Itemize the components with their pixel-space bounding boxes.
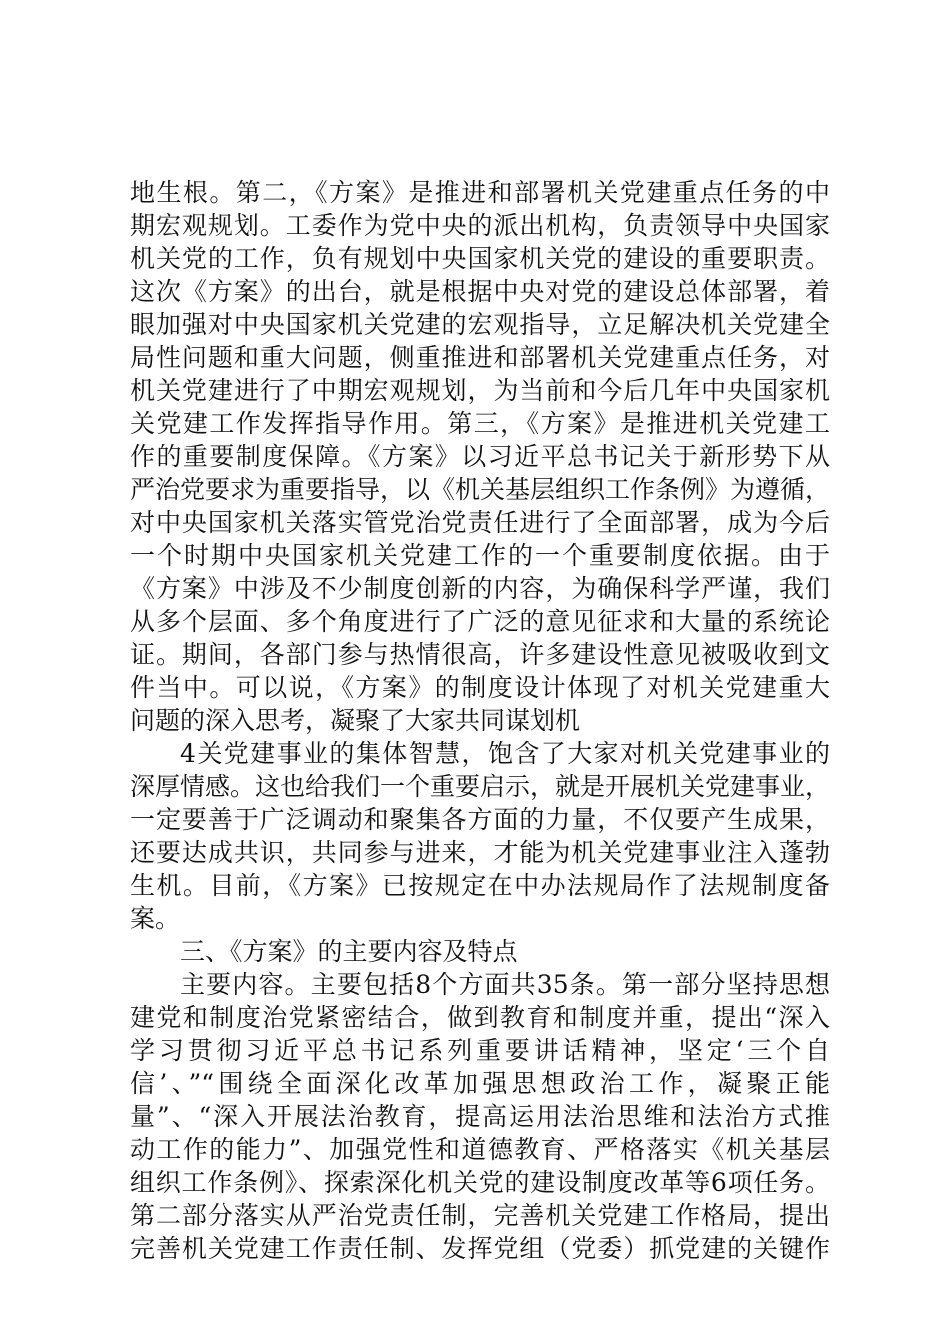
text-line: 建党和制度治党紧密结合，做到教育和制度并重，提出“深入 <box>130 1003 830 1032</box>
text-line: 学习贯彻习近平总书记系列重要讲话精神，坚定‘三个自 <box>130 1036 830 1065</box>
text-line: 对中央国家机关落实管党治党责任进行了全面部署，成为今后 <box>130 508 830 537</box>
text-line: 完善机关党建工作责任制、发挥党组（党委）抓党建的关键作 <box>130 1234 830 1263</box>
text-line: 从多个层面、多个角度进行了广泛的意见征求和大量的系统论 <box>130 607 830 636</box>
text-line: 机关党建进行了中期宏观规划，为当前和今后几年中央国家机 <box>130 376 830 405</box>
section-heading: 三、《方案》的主要内容及特点 <box>180 937 518 966</box>
text-line: 一个时期中央国家机关党建工作的一个重要制度依据。由于 <box>130 541 830 570</box>
text-line: 地生根。第二，《方案》是推进和部署机关党建重点任务的中 <box>130 178 830 207</box>
text-line: 眼加强对中央国家机关党建的宏观指导，立足解决机关党建全 <box>130 310 830 339</box>
text-line: 局性问题和重大问题，侧重推进和部署机关党建重点任务，对 <box>130 343 830 372</box>
text-line: 严治党要求为重要指导，以《机关基层组织工作条例》为遵循， <box>130 475 830 504</box>
text-line: 生机。目前，《方案》已按规定在中办法规局作了法规制度备 <box>130 871 830 900</box>
text-line: 动工作的能力”、加强党性和道德教育、严格落实《机关基层 <box>130 1135 830 1164</box>
text-line: 证。期间，各部门参与热情很高，许多建设性意见被吸收到文 <box>130 640 830 669</box>
text-line: 关党建工作发挥指导作用。第三，《方案》是推进机关党建工 <box>130 409 830 438</box>
text-line: 第二部分落实从严治党责任制，完善机关党建工作格局，提出 <box>130 1201 830 1230</box>
text-line: 信’、”“围绕全面深化改革加强思想政治工作，凝聚正能 <box>130 1069 830 1098</box>
paragraph-first-line: 4关党建事业的集体智慧，饱含了大家对机关党建事业的 <box>180 739 830 768</box>
text-line: 案。 <box>130 904 181 933</box>
text-line: 深厚情感。这也给我们一个重要启示，就是开展机关党建事业， <box>130 772 830 801</box>
text-line: 作的重要制度保障。《方案》以习近平总书记关于新形势下从 <box>130 442 830 471</box>
text-line: 期宏观规划。工委作为党中央的派出机构，负责领导中央国家 <box>130 211 830 240</box>
paragraph-first-line: 主要内容。主要包括8个方面共35条。第一部分坚持思想 <box>180 970 830 999</box>
text-line: 组织工作条例》、探索深化机关党的建设制度改革等6项任务。 <box>130 1168 830 1197</box>
text-line: 件当中。可以说，《方案》的制度设计体现了对机关党建重大 <box>130 673 830 702</box>
text-line: 一定要善于广泛调动和聚集各方面的力量，不仅要产生成果， <box>130 805 830 834</box>
text-line: 量”、“深入开展法治教育，提高运用法治思维和法治方式推 <box>130 1102 830 1131</box>
text-line: 机关党的工作，负有规划中央国家机关党的建设的重要职责。 <box>130 244 830 273</box>
text-line: 这次《方案》的出台，就是根据中央对党的建设总体部署，着 <box>130 277 830 306</box>
text-line: 《方案》中涉及不少制度创新的内容，为确保科学严谨，我们 <box>130 574 830 603</box>
text-line: 还要达成共识，共同参与进来，才能为机关党建事业注入蓬勃 <box>130 838 830 867</box>
text-line: 问题的深入思考，凝聚了大家共同谋划机 <box>130 706 581 735</box>
